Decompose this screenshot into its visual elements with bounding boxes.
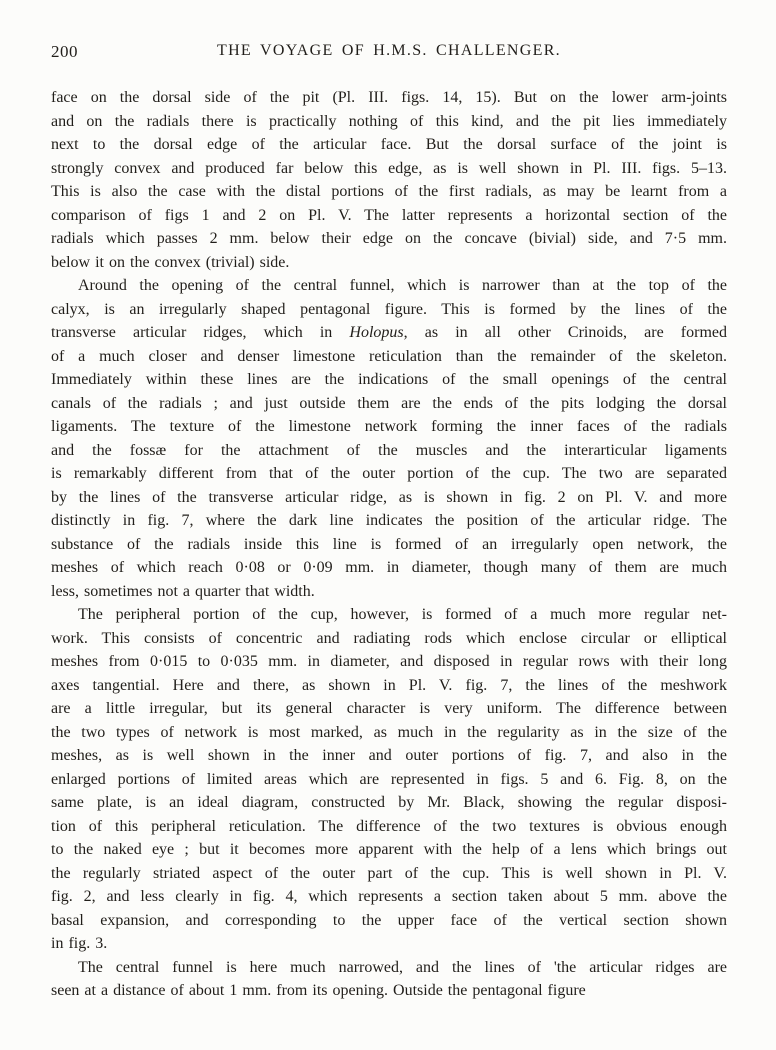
text-line: The central funnel is here much narrowed, and the lines of 'the articular ridges are	[78, 958, 727, 976]
running-title: THE VOYAGE OF H.M.S. CHALLENGER.	[217, 42, 561, 59]
text-line: to the naked eye ; but it becomes more apparent with the help of a lens which brings out	[51, 841, 727, 858]
text-line: face on the dorsal side of the pit (Pl. III. figs. 14, 15). But on the lower arm-joints	[51, 89, 727, 106]
text-line: fig. 2, and less clearly in fig. 4, which represents a section taken about 5 mm. above the	[51, 888, 727, 905]
text-line: axes tangential. Here and there, as shown in Pl. V. fig. 7, the lines of the meshwork	[51, 676, 727, 694]
text-line: seen at a distance of about 1 mm. from its opening. Outside the pentagonal figure	[51, 982, 586, 999]
text-line: radials which passes 2 mm. below their edge on the concave (bivial) side, and 7·5 mm.	[51, 230, 727, 247]
text-line: of a much closer and denser limestone reticulation than the remainder of the skeleton.	[51, 347, 727, 365]
text-line: comparison of figs 1 and 2 on Pl. V. The latter represents a horizontal section of the	[51, 206, 727, 224]
text-line: and the fossæ for the attachment of the muscles and the interarticular ligaments	[51, 441, 727, 459]
text-line: calyx, is an irregularly shaped pentagonal figure. This is formed by the lines of the	[51, 300, 727, 318]
text-line: meshes, as is well shown in the inner and outer portions of fig. 7, and also in the	[51, 747, 727, 764]
text-line: the regularly striated aspect of the outer part of the cup. This is well shown in Pl. V.	[51, 864, 727, 882]
text-line: Immediately within these lines are the indications of the small openings of the central	[51, 371, 727, 388]
text-line: enlarged portions of limited areas which are represented in figs. 5 and 6. Fig. 8, on the	[51, 770, 727, 788]
text-line: work. This consists of concentric and radiating rods which enclose circular or elliptical	[51, 629, 727, 647]
text-line: next to the dorsal edge of the articular face. But the dorsal surface of the joint is	[51, 136, 727, 153]
text-line: in fig. 3.	[51, 935, 108, 952]
text-line: is remarkably different from that of the outer portion of the cup. The two are separated	[51, 465, 727, 482]
text-line: strongly convex and produced far below this edge, as is well shown in Pl. III. figs. 5–13.	[51, 159, 727, 177]
text-line: canals of the radials ; and just outside them are the ends of the pits lodging the dorsal	[51, 394, 727, 412]
text-line: The peripheral portion of the cup, however, is formed of a much more regular net-	[78, 606, 727, 623]
text-line: This is also the case with the distal portions of the first radials, as may be learnt from a	[51, 183, 727, 200]
text-line: by the lines of the transverse articular ridge, as is shown in fig. 2 on Pl. V. and more	[51, 488, 727, 506]
page-body	[51, 86, 727, 1003]
text-line: less, sometimes not a quarter that width.	[51, 582, 315, 600]
text-line: ligaments. The texture of the limestone network forming the inner faces of the radials	[51, 418, 727, 435]
text-line: Around the opening of the central funnel, which is narrower than at the top of the	[78, 277, 727, 294]
text-line: transverse articular ridges, which in Holopus, as in all other Crinoids, are formed	[51, 324, 727, 341]
text-line: are a little irregular, but its general character is very uniform. The difference between	[51, 700, 727, 717]
text-line: below it on the convex (trivial) side.	[51, 253, 290, 271]
text-line: the two types of network is most marked, as much in the regularity as in the size of the	[51, 723, 727, 741]
page-header	[51, 42, 727, 64]
text-line: tion of this peripheral reticulation. The difference of the two textures is obvious enough	[51, 817, 727, 835]
text-line: basal expansion, and corresponding to the upper face of the vertical section shown	[51, 911, 727, 929]
text-line: meshes from 0·015 to 0·035 mm. in diameter, and disposed in regular rows with their long	[51, 653, 727, 670]
page-number: 200	[51, 42, 78, 61]
text-line: meshes of which reach 0·08 or 0·09 mm. in diameter, though many of them are much	[51, 559, 727, 576]
text-line: distinctly in fig. 7, where the dark line indicates the position of the articular ridge. The	[51, 512, 727, 529]
text-line: substance of the radials inside this line is formed of an irregularly open network, the	[51, 535, 727, 553]
text-line: and on the radials there is practically nothing of this kind, and the pit lies immediately	[51, 112, 727, 130]
text-line: same plate, is an ideal diagram, constructed by Mr. Black, showing the regular disposi-	[51, 794, 727, 811]
